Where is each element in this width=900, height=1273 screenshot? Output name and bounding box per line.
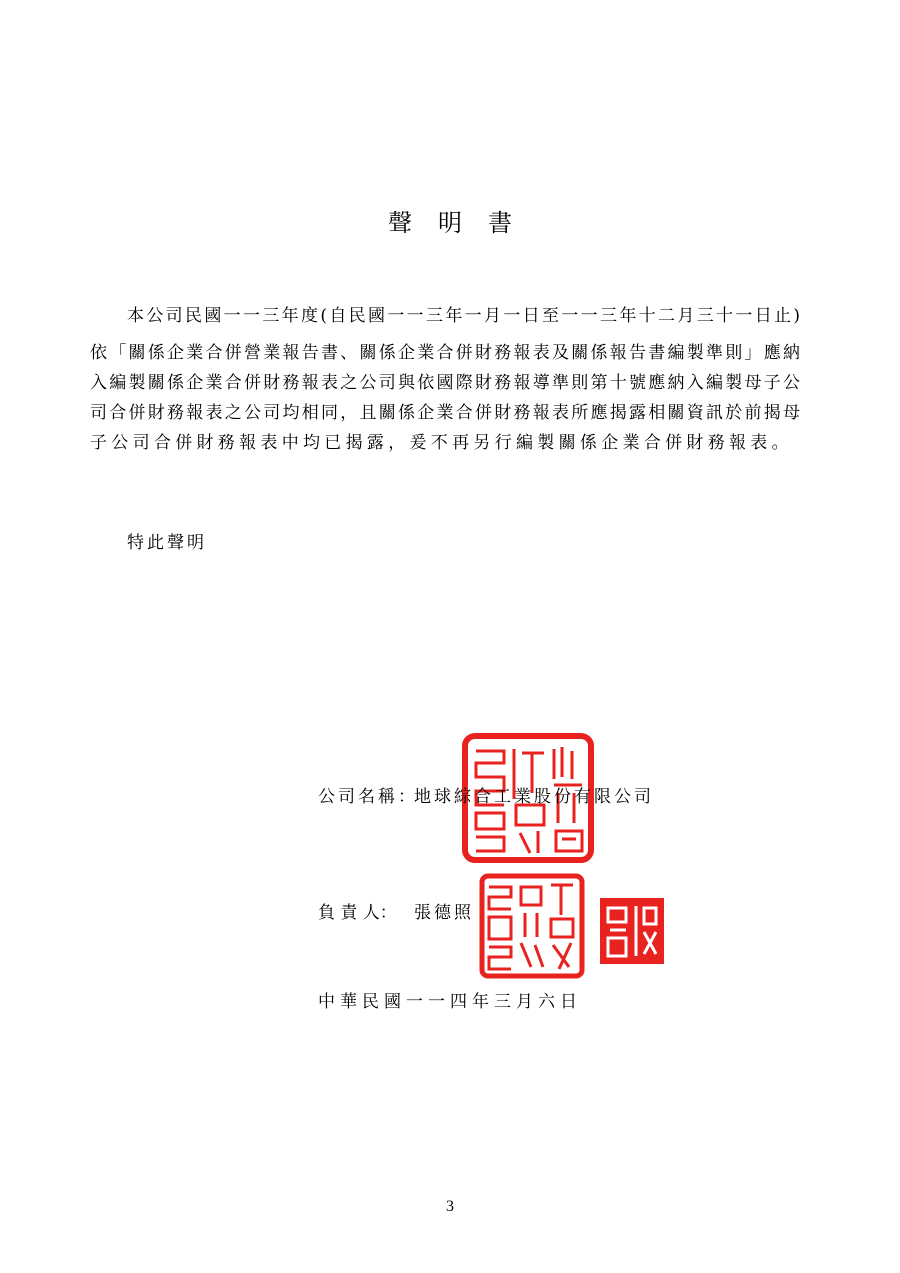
body-line: 子公司合併財務報表中均已揭露，爰不再另行編製關係企業合併財務報表。 [90,433,793,453]
personal-seal [600,898,664,964]
body-line: 司合併財務報表之公司均相同，且關係企業合併財務報表所應揭露相關資訊於前揭母 [90,403,800,423]
body-line: 本公司民國一一三年度(自民國一一三年一月一日至一一三年十二月三十一日止) [127,306,800,326]
body-line: 依「關係企業合併營業報告書、關係企業合併財務報表及關係報告書編製準則」應納 [90,343,800,363]
declaration-date: 中華民國一一四年三月六日 [318,992,582,1012]
document-title: 聲明書 [388,209,538,237]
body-line: 入編製關係企業合併財務報表之公司與依國際財務報導準則第十號應納入編製母子公 [90,373,800,393]
company-name: 地球綜合工業股份有限公司 [414,787,654,807]
responsible-label: 負 責 人： [318,903,397,923]
closing-text: 特此聲明 [127,533,207,553]
responsible-person-seal [479,873,585,979]
responsible-name: 張德照 [414,903,474,923]
page-number: 3 [446,1198,454,1215]
company-label: 公司名稱： [318,787,418,807]
